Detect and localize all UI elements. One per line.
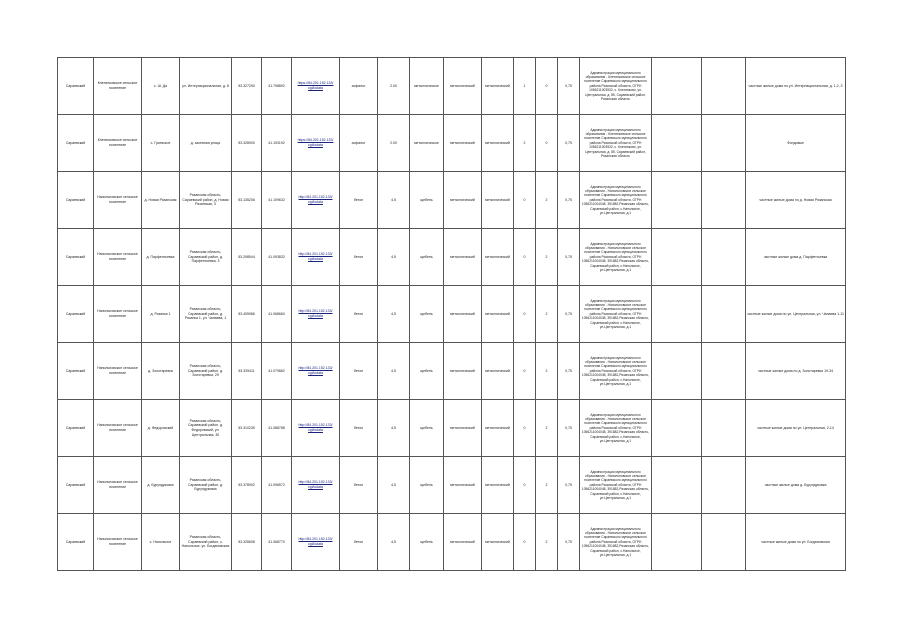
cell-locality: д. Бурундуковка xyxy=(142,457,180,514)
cell-base: металлическое xyxy=(410,115,444,172)
cell-note-1 xyxy=(652,115,702,172)
cell-volume: 0,75 xyxy=(558,172,580,229)
cell-count-2: 2 xyxy=(536,286,558,343)
cell-surface: бетон xyxy=(340,286,378,343)
cell-lat: 53.328608 xyxy=(232,514,262,571)
cell-lat: 53.327290 xyxy=(232,58,262,115)
cell-count-2: 2 xyxy=(536,229,558,286)
cell-owner-info: Администрация муниципального образования - Напольновское сельское поселение Сараевского муниципального района Рязанской области, ОГРН 1056211004048, 391882,Рязанская область, Сараевский район, с.Напольное, ул.Центральная, д.1 xyxy=(580,286,652,343)
cell-address: Рязанская область, Сараевский район, с. Напольное, ул. Богдановская xyxy=(180,514,232,571)
cell-surface: асфальт xyxy=(340,58,378,115)
cell-note-1 xyxy=(652,286,702,343)
cell-count-2: 0 xyxy=(536,115,558,172)
cell-count-1: 2 xyxy=(514,115,536,172)
cell-note-1 xyxy=(652,172,702,229)
cell-base: щебень xyxy=(410,343,444,400)
cell-lon: 41.109632 xyxy=(262,172,292,229)
cell-lat: 53.339411 xyxy=(232,343,262,400)
cell-note-2 xyxy=(702,229,746,286)
cell-surface: бетон xyxy=(340,229,378,286)
cell-settlement-type: Напольновское сельское поселение xyxy=(94,172,142,229)
cell-note-2 xyxy=(702,343,746,400)
cell-map-link[interactable]: http://84.201.152.133/ cgi/iodata xyxy=(292,229,340,286)
cell-count-1: 0 xyxy=(514,457,536,514)
table-row xyxy=(58,286,846,343)
cell-count-1: 0 xyxy=(514,229,536,286)
cell-fence: металлический xyxy=(444,286,482,343)
cell-address: Рязанская область, Сараевский район, д. Бурундуковка xyxy=(180,457,232,514)
cell-container-type: металлический xyxy=(482,58,514,115)
cell-area: 2.00 xyxy=(378,115,410,172)
cell-container-type: металлический xyxy=(482,172,514,229)
cell-note-1 xyxy=(652,229,702,286)
cell-served-objects: частные жилые дома д. Бурундуковка xyxy=(746,457,846,514)
cell-volume: 0,75 xyxy=(558,457,580,514)
cell-settlement-type: Напольновское сельское поселение xyxy=(94,514,142,571)
cell-address: Рязанская область, Сараевский район, д. Золотаревка, 29 xyxy=(180,343,232,400)
cell-container-type: металлический xyxy=(482,229,514,286)
cell-surface: бетон xyxy=(340,172,378,229)
cell-base: щебень xyxy=(410,400,444,457)
cell-address: Рязанская область, Сараевский район, д. Федоровский, ул. Центральная, 30 xyxy=(180,400,232,457)
cell-area: 4,5 xyxy=(378,514,410,571)
cell-fence: металлический xyxy=(444,172,482,229)
cell-count-2: 2 xyxy=(536,172,558,229)
cell-locality: с. Ш. Да xyxy=(142,58,180,115)
table-row xyxy=(58,58,846,115)
cell-settlement-type: Напольновское сельское поселение xyxy=(94,286,142,343)
cell-surface: бетон xyxy=(340,343,378,400)
table-row xyxy=(58,514,846,571)
cell-lon: 41.079862 xyxy=(262,343,292,400)
cell-district: Сараевский xyxy=(58,286,94,343)
cell-lat: 53.135206 xyxy=(232,172,262,229)
cell-lon: 41.096572 xyxy=(262,457,292,514)
cell-address: ул. Интернациональная, д. 8 xyxy=(180,58,232,115)
cell-locality: с. Гусевское xyxy=(142,115,180,172)
table-row xyxy=(58,400,846,457)
cell-note-1 xyxy=(652,457,702,514)
cell-volume: 0,75 xyxy=(558,58,580,115)
cell-lon: 41.088788 xyxy=(262,400,292,457)
cell-served-objects: Фондовые xyxy=(746,115,846,172)
cell-settlement-type: Напольновское сельское поселение xyxy=(94,400,142,457)
cell-fence: металлический xyxy=(444,229,482,286)
cell-district: Сараевский xyxy=(58,115,94,172)
cell-area: 4,5 xyxy=(378,229,410,286)
cell-owner-info: Администрация муниципального образования - Клетинковское сельское поселение Сараевского муниципального района Рязанской области, ОГРН 1056211003532, с. Клетинково, ул. Центральная, д. 85, Сараевский район, Рязанская область xyxy=(580,58,652,115)
cell-owner-info: Администрация муниципального образования - Напольновское сельское поселение Сараевского муниципального района Рязанской области, ОГРН 1056211004048, 391882,Рязанская область, Сараевский район, с.Напольное, ул.Центральная, д.1 xyxy=(580,400,652,457)
cell-base: щебень xyxy=(410,514,444,571)
cell-served-objects: частные жилые дома по ул. Интернациональная, д. 1,2, 3 xyxy=(746,58,846,115)
cell-lon: 41.193192 xyxy=(262,115,292,172)
cell-surface: бетон xyxy=(340,514,378,571)
cell-fence: металлический xyxy=(444,115,482,172)
cell-volume: 0,75 xyxy=(558,514,580,571)
cell-surface: бетон xyxy=(340,457,378,514)
cell-area: 4,5 xyxy=(378,343,410,400)
cell-container-type: металлический xyxy=(482,514,514,571)
cell-area: 4,5 xyxy=(378,400,410,457)
cell-map-link[interactable]: http://84.201.152.133/ cgi/iodata xyxy=(292,457,340,514)
cell-note-1 xyxy=(652,343,702,400)
cell-locality: д. Рязанка 1 xyxy=(142,286,180,343)
cell-lon: 41.798892 xyxy=(262,58,292,115)
cell-count-2: 0 xyxy=(536,58,558,115)
cell-district: Сараевский xyxy=(58,343,94,400)
cell-count-1: 1 xyxy=(514,58,536,115)
cell-base: щебень xyxy=(410,457,444,514)
cell-locality: д. Новая Рязанская xyxy=(142,172,180,229)
cell-area: 2.00 xyxy=(378,58,410,115)
cell-count-2: 2 xyxy=(536,457,558,514)
cell-lon: 41.068660 xyxy=(262,286,292,343)
cell-count-1: 0 xyxy=(514,400,536,457)
cell-container-type: металлический xyxy=(482,457,514,514)
cell-lat: 53.328900 xyxy=(232,115,262,172)
cell-map-link[interactable]: http://84.201.152.133/ cgi/iodata xyxy=(292,172,340,229)
cell-base: щебень xyxy=(410,229,444,286)
cell-address: Рязанская область, Сараевский район, д. Рязанка 1, ул. Чапаева, 1 xyxy=(180,286,232,343)
cell-note-2 xyxy=(702,172,746,229)
cell-lon: 41.093832 xyxy=(262,229,292,286)
cell-area: 4,5 xyxy=(378,286,410,343)
cell-volume: 0,75 xyxy=(558,229,580,286)
cell-surface: бетон xyxy=(340,400,378,457)
cell-container-type: металлический xyxy=(482,115,514,172)
cell-district: Сараевский xyxy=(58,457,94,514)
cell-note-2 xyxy=(702,400,746,457)
cell-fence: металлический xyxy=(444,400,482,457)
cell-served-objects: частные жилые дома по ул. Центральная, ул. Чапаева 1-11 xyxy=(746,286,846,343)
cell-served-objects: частные жилые дома по д. Золотаревка 19-34 xyxy=(746,343,846,400)
cell-map-link[interactable]: http://84.201.152.133/ cgi/iodata xyxy=(292,514,340,571)
cell-base: щебень xyxy=(410,172,444,229)
cell-locality: д. Золотаревка xyxy=(142,343,180,400)
cell-base: щебень xyxy=(410,286,444,343)
cell-fence: металлический xyxy=(444,457,482,514)
cell-note-2 xyxy=(702,286,746,343)
cell-count-2: 2 xyxy=(536,343,558,400)
cell-volume: 0,75 xyxy=(558,115,580,172)
cell-served-objects: частные жилые дома д. Парфентьевка xyxy=(746,229,846,286)
cell-district: Сараевский xyxy=(58,229,94,286)
cell-container-type: металлический xyxy=(482,343,514,400)
table-row xyxy=(58,115,846,172)
cell-count-2: 2 xyxy=(536,514,558,571)
cell-fence: металлический xyxy=(444,343,482,400)
table-row xyxy=(58,343,846,400)
cell-count-1: 0 xyxy=(514,172,536,229)
cell-note-2 xyxy=(702,457,746,514)
cell-surface: асфальт xyxy=(340,115,378,172)
cell-map-link[interactable]: http://84.201.152.133/ cgi/iodata xyxy=(292,400,340,457)
cell-address: Рязанская область, Сараевский район, д. Парфентьевка, 3 xyxy=(180,229,232,286)
cell-note-2 xyxy=(702,514,746,571)
cell-note-1 xyxy=(652,400,702,457)
cell-settlement-type: Клетинковское сельское поселение xyxy=(94,58,142,115)
cell-count-1: 0 xyxy=(514,286,536,343)
cell-lat: 53.378902 xyxy=(232,457,262,514)
cell-locality: с. Напольное xyxy=(142,514,180,571)
cell-map-link[interactable]: http://84.201.152.133/ cgi/iodata xyxy=(292,286,340,343)
cell-owner-info: Администрация муниципального образования - Напольновское сельское поселение Сараевского муниципального района Рязанской области, ОГРН 1056211004048, 391882,Рязанская область, Сараевский район, с.Напольное, ул.Центральная, д.1 xyxy=(580,172,652,229)
cell-settlement-type: Напольновское сельское поселение xyxy=(94,229,142,286)
cell-note-1 xyxy=(652,514,702,571)
cell-served-objects: частные жилые дома по ул. Богдановская xyxy=(746,514,846,571)
table-row xyxy=(58,229,846,286)
cell-district: Сараевский xyxy=(58,400,94,457)
cell-locality: д. Парфентьевка xyxy=(142,229,180,286)
cell-count-2: 2 xyxy=(536,400,558,457)
table-row xyxy=(58,457,846,514)
cell-note-2 xyxy=(702,115,746,172)
cell-count-1: 0 xyxy=(514,514,536,571)
cell-area: 4,5 xyxy=(378,457,410,514)
cell-lat: 53.298544 xyxy=(232,229,262,286)
cell-district: Сараевский xyxy=(58,514,94,571)
cell-owner-info: Администрация муниципального образования - Напольновское сельское поселение Сараевского муниципального района Рязанской области, ОГРН 1056211004048, 391882,Рязанская область, Сараевский район, с.Напольное, ул.Центральная, д.1 xyxy=(580,514,652,571)
cell-area: 4,5 xyxy=(378,172,410,229)
cell-served-objects: частные жилые дома по д. Новая Рязанская xyxy=(746,172,846,229)
cell-fence: металлический xyxy=(444,58,482,115)
cell-base: металлическое xyxy=(410,58,444,115)
cell-note-2 xyxy=(702,58,746,115)
cell-container-type: металлический xyxy=(482,286,514,343)
cell-map-link[interactable]: http://84.201.152.133/ cgi/iodata xyxy=(292,343,340,400)
cell-owner-info: Администрация муниципального образования - Напольновское сельское поселение Сараевского муниципального района Рязанской области, ОГРН 1056211004048, 391882,Рязанская область, Сараевский район, с.Напольное, ул.Центральная, д.1 xyxy=(580,343,652,400)
cell-locality: д. Федоровский xyxy=(142,400,180,457)
cell-address: д. засевная улица xyxy=(180,115,232,172)
container-sites-table xyxy=(57,57,846,571)
cell-container-type: металлический xyxy=(482,400,514,457)
cell-volume: 0,75 xyxy=(558,286,580,343)
table-row xyxy=(58,172,846,229)
cell-map-link[interactable]: https://84.201.152.133/ cgi/iodata xyxy=(292,58,340,115)
cell-served-objects: частные жилые дома по ул. Центральная, 2-14 xyxy=(746,400,846,457)
cell-settlement-type: Напольновское сельское поселение xyxy=(94,457,142,514)
cell-owner-info: Администрация муниципального образования - Клетинковское сельское поселение Сараевского муниципального района Рязанской области, ОГРН 1056211003532, с. Клетинково, ул. Центральная, д. 85, Сараевский район, Рязанская область xyxy=(580,115,652,172)
cell-district: Сараевский xyxy=(58,172,94,229)
cell-volume: 0,75 xyxy=(558,400,580,457)
cell-lon: 41.068770 xyxy=(262,514,292,571)
cell-map-link[interactable]: https://84.201.152.133/ cgi/iodata xyxy=(292,115,340,172)
cell-volume: 0,75 xyxy=(558,343,580,400)
cell-settlement-type: Клетинковское сельское поселение xyxy=(94,115,142,172)
cell-note-1 xyxy=(652,58,702,115)
cell-address: Рязанская область, Сараевский район, д. Новая Рязанская, 3 xyxy=(180,172,232,229)
cell-count-1: 0 xyxy=(514,343,536,400)
cell-owner-info: Администрация муниципального образования - Напольновское сельское поселение Сараевского муниципального района Рязанской области, ОГРН 1056211004048, 391882,Рязанская область, Сараевский район, с.Напольное, ул.Центральная, д.1 xyxy=(580,229,652,286)
cell-owner-info: Администрация муниципального образования - Напольновское сельское поселение Сараевского муниципального района Рязанской области, ОГРН 1056211004048, 391882,Рязанская область, Сараевский район, с.Напольное, ул.Центральная, д.1 xyxy=(580,457,652,514)
cell-lat: 53.310235 xyxy=(232,400,262,457)
cell-district: Сараевский xyxy=(58,58,94,115)
cell-lat: 53.405986 xyxy=(232,286,262,343)
cell-fence: металлический xyxy=(444,514,482,571)
cell-settlement-type: Напольновское сельское поселение xyxy=(94,343,142,400)
